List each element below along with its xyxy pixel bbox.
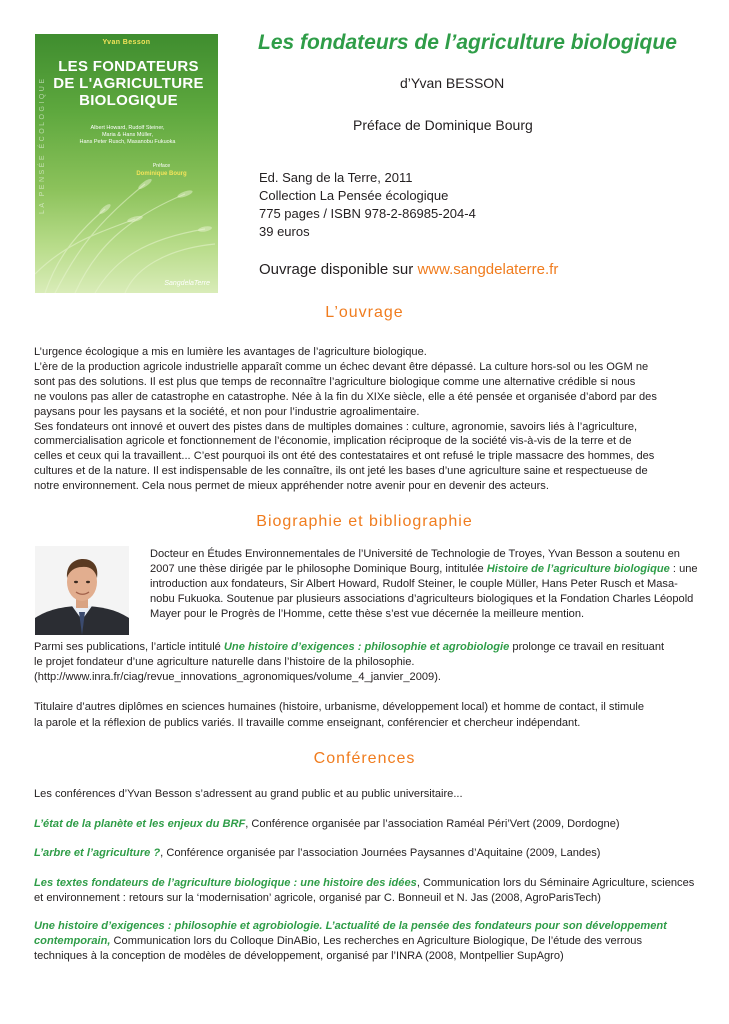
- article-title: Une histoire d’exigences : philosophie et agrobiologie: [223, 641, 510, 653]
- website-link[interactable]: www.sangdelaterre.fr: [417, 261, 559, 278]
- cover-preface-name: Dominique Bourg: [136, 171, 187, 177]
- conferences-intro: Les conférences d’Yvan Besson s’adressent au grand public et au public universitaire...: [34, 788, 463, 800]
- preface-line: Préface de Dominique Bourg: [353, 117, 533, 133]
- inra-link[interactable]: (http://www.inra.fr/ciag/revue_innovations_agronomiques/volume_4_janvier_2009).: [34, 670, 442, 683]
- pages-isbn-line: 775 pages / ISBN 978-2-86985-204-4: [259, 206, 476, 221]
- conference-item: Les textes fondateurs de l’agriculture biologique : une histoire des idées, Communication lors du Séminaire Agriculture, sciences et environnement : retours sur la ‘modernisation’ agricole, organisé par C. Bonneuil et N. Jas (2008, AgroParisTech): [34, 877, 695, 904]
- cover-author: Yvan Besson: [102, 39, 151, 46]
- author-photo: [35, 546, 129, 635]
- cover-names: Albert Howard, Rudolf Steiner, Maria & Hans Müller, Hans Peter Rusch, Masanobu Fukuoka: [79, 125, 176, 145]
- bio-paragraph: Docteur en Études Environnementales de l’Université de Technologie de Troyes, Yvan Besson a soutenu en 2007 une thèse dirigée par le philosophe Dominique Bourg, intitulée Histoire de l’agriculture biologique : une introduction aux fondateurs, Sir Albert Howard, Rudolf Steiner, le couple Müller, Hans Peter Rusch et Masa- nobu Fukuoka. Soutenue par plusieurs associations d’agriculteurs biologiques et la Fondation Charles Léopold Mayer pour le Progrès de l’Homme, cette thèse s’est vue décernée la meilleure mention.: [150, 548, 698, 620]
- conference-item: L’état de la planète et les enjeux du BRF, Conférence organisée par l’association Raméal Péri’Vert (2009, Dordogne): [34, 818, 620, 830]
- section-heading-conferences: Conférences: [313, 750, 416, 767]
- price-line: 39 euros: [259, 224, 310, 239]
- collection-line: Collection La Pensée écologique: [259, 188, 449, 203]
- conference-item: L’arbre et l’agriculture ?, Conférence organisée par l’association Journées Paysannes d’Aquitaine (2009, Landes): [34, 847, 601, 859]
- diplomas-paragraph: Titulaire d’autres diplômes en sciences humaines (histoire, urbanisme, développement local) et homme de contact, il stimule la parole et la réflexion de publics variés. Il travaille comme enseignant, conférencier et chercheur indépendant.: [34, 701, 645, 729]
- author-line: d’Yvan BESSON: [400, 75, 505, 91]
- thesis-title: Histoire de l’agriculture biologique: [486, 562, 670, 575]
- publisher-line: Ed. Sang de la Terre, 2011: [259, 170, 413, 185]
- section-heading-ouvrage: L’ouvrage: [325, 304, 404, 321]
- page-title: Les fondateurs de l’agriculture biologique: [258, 31, 677, 54]
- cover-preface-label: Préface: [152, 163, 171, 169]
- publications-paragraph: Parmi ses publications, l’article intitulé Une histoire d’exigences : philosophie et agrobiologie prolonge ce travail en resituant le projet fondateur d’une agriculture naturelle dans l’histoire de la philosophie. (http://www.inra.fr/ciag/revue_innovations_agronomiques/volume_4_janvier_2009).: [34, 641, 665, 683]
- ouvrage-paragraph: L’urgence écologique a mis en lumière les avantages de l’agriculture biologique. L’ère de la production agricole industrielle apparaît comme un échec devant être dépassé. La culture hors-sol ou les OGM ne sont pas des solutions. Il est plus que temps de reconnaître l’agriculture biologique comme une alternative crédible si nous ne voulons pas aller de catastrophe en catastrophe. Née à la fin du XIXe siècle, elle a été pensée et organisée d’abord par des paysans pour les paysans et la société, et non pour l’industrie agroalimentaire. Ses fondateurs ont innové et ouvert des pistes dans de multiples domaines : culture, agronomie, savoirs liés à l’agriculture, commercialisation agricole et fonctionnement de l’économie, implication réciproque de la société vis-à-vis de la terre et de celles et ceux qui la travaillent... C’est pourquoi ils ont été des contestataires et ont refusé le triple massacre des hommes, des cultures et de la nature. Il est indispensable de les connaître, ils ont jeté les bases d’une agriculture saine et respectueuse de notre environnement. Cela nous permet de mieux appréhender notre avenir pour en devenir des acteurs.: [34, 346, 657, 493]
- section-heading-biographie: Biographie et bibliographie: [256, 513, 473, 530]
- cover-title: LES FONDATEURS DE L'AGRICULTURE BIOLOGIQUE: [53, 58, 204, 109]
- conference-item: Une histoire d’exigences : philosophie et agrobiologie. L’actualité de la pensée des fondateurs pour son développement contemporain, Communication lors du Colloque DinABio, Les recherches en Agriculture Biologique, De l’étude des verrous techniques à la conception de modèles de développement, organisé par l’INRA (2008, Montpellier SupAgro): [34, 920, 667, 962]
- cover-spine-text: LA PENSÉE ÉCOLOGIQUE: [39, 76, 46, 214]
- availability-line: Ouvrage disponible sur www.sangdelaterre.fr: [259, 261, 559, 278]
- publisher-logo: SangdelaTerre: [164, 280, 210, 287]
- book-cover: [35, 34, 218, 293]
